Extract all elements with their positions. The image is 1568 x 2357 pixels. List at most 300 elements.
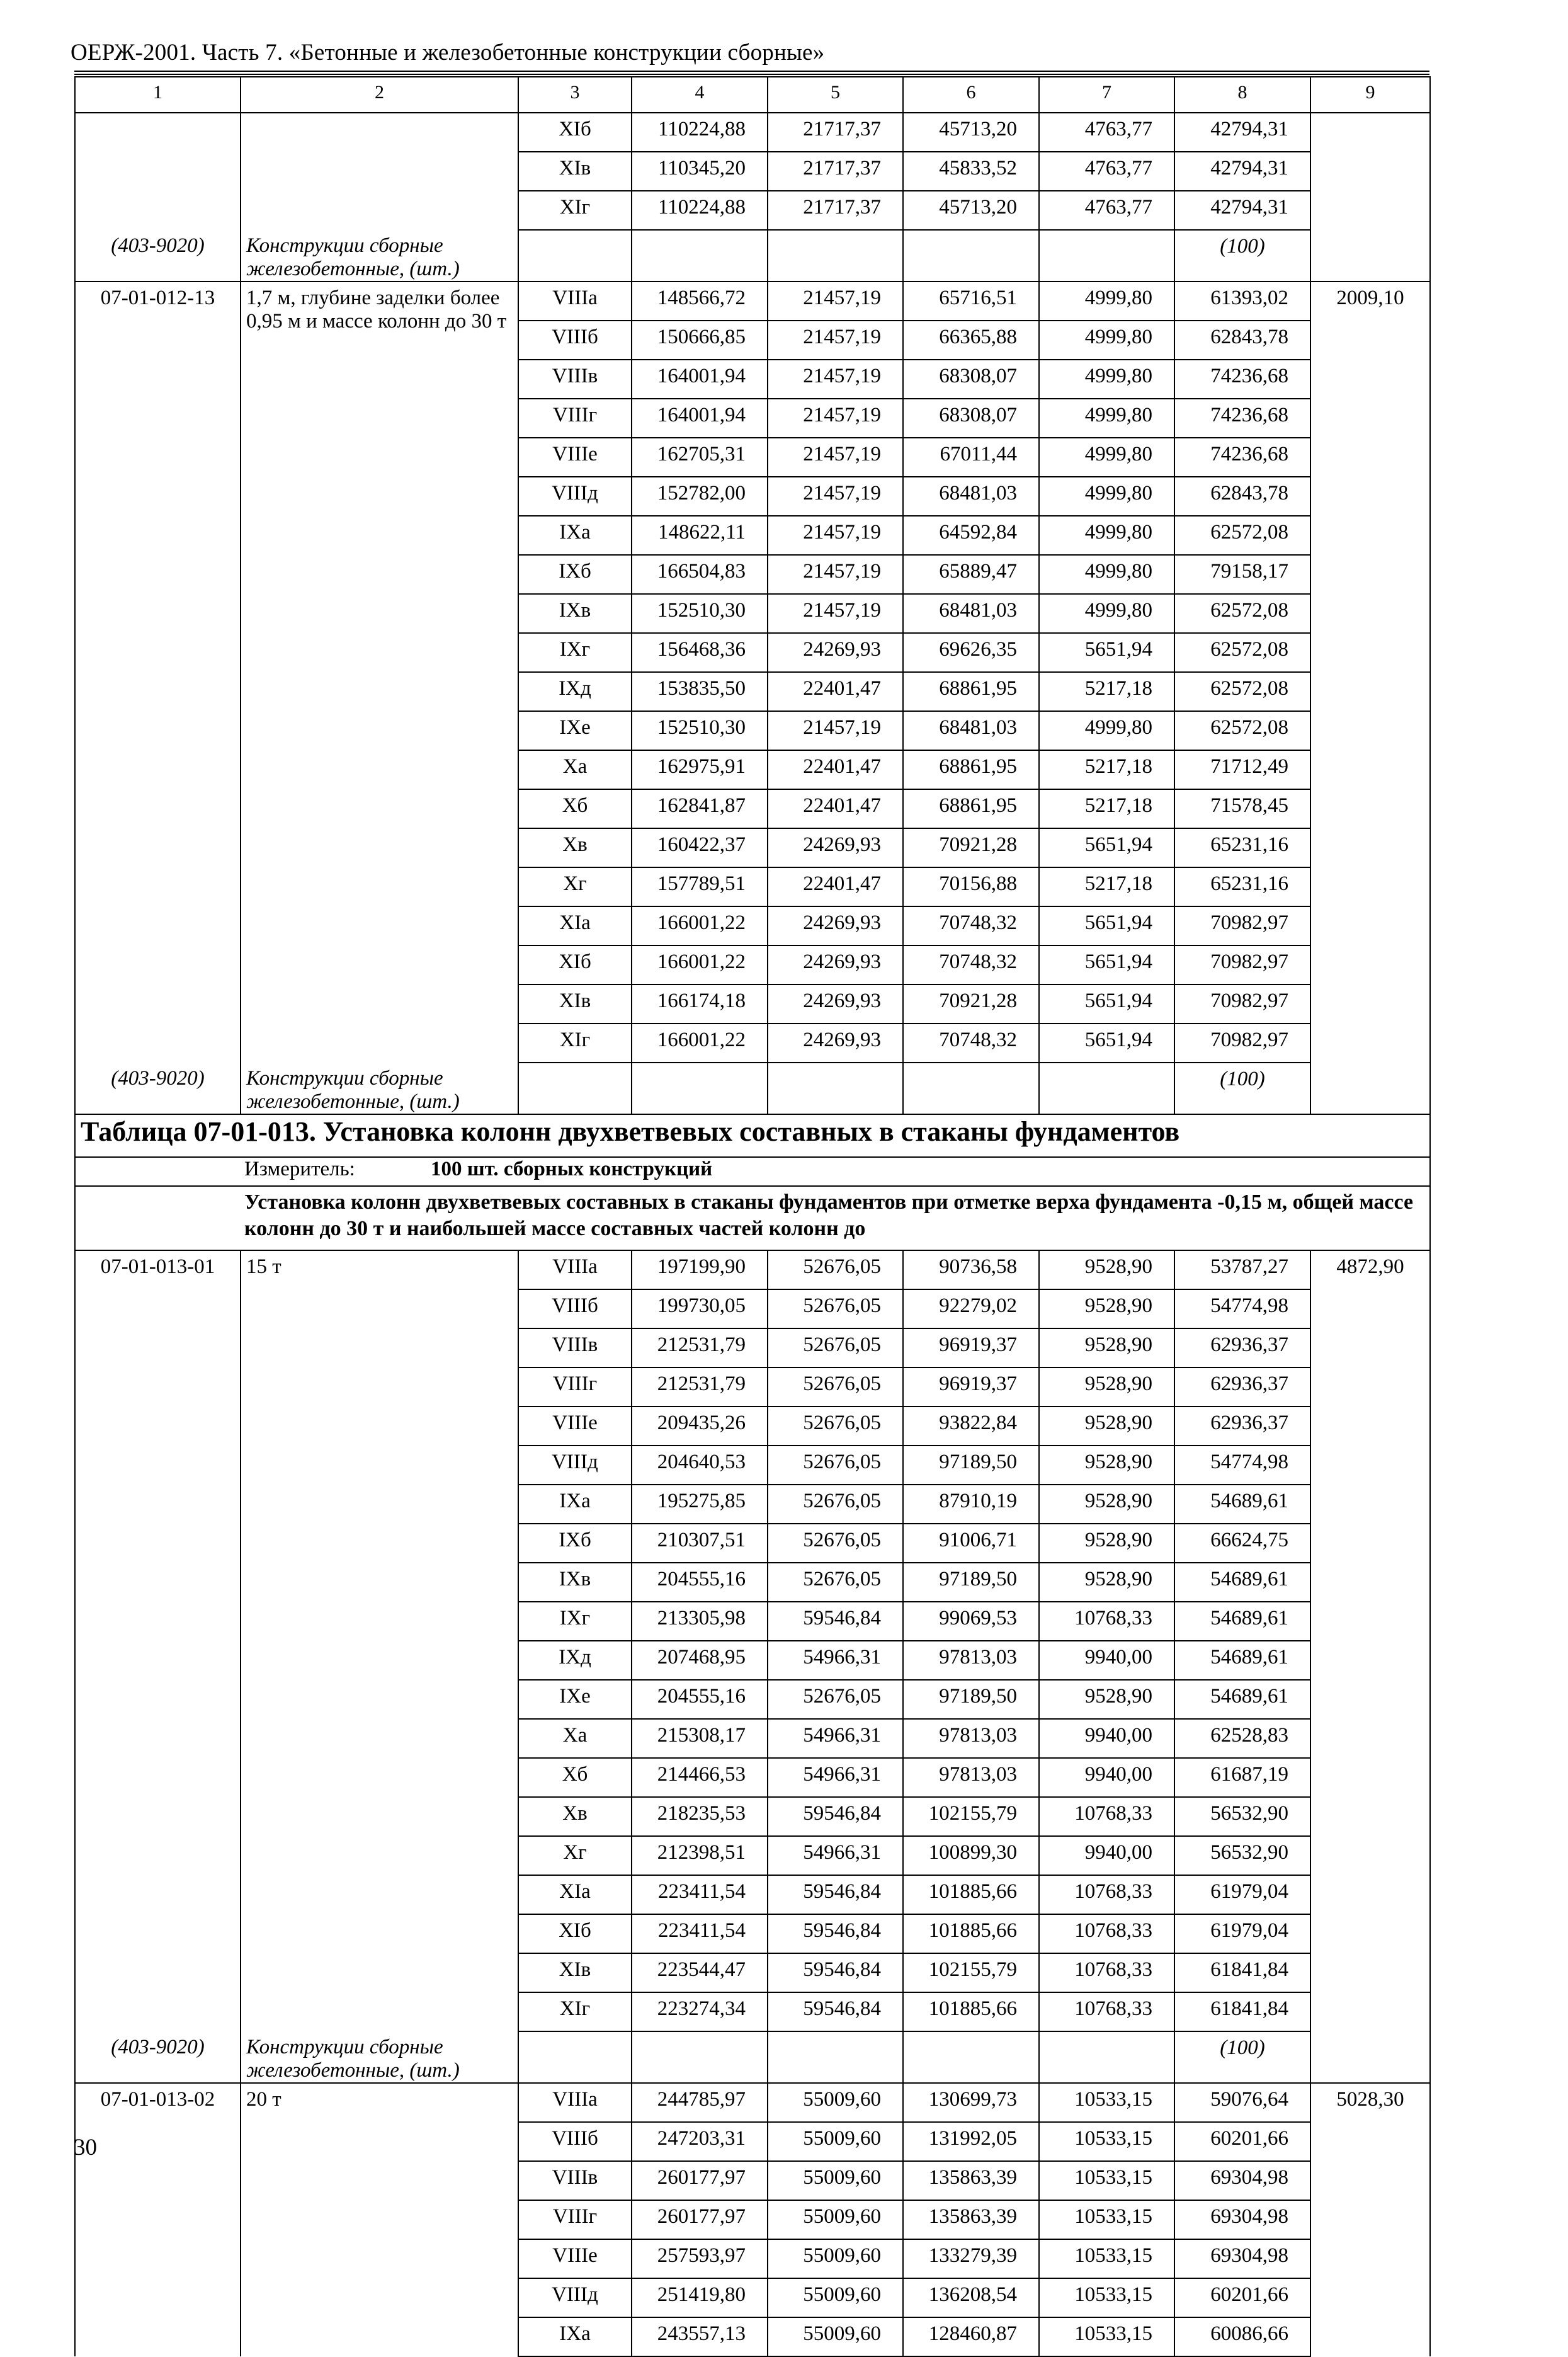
col-number: 9 <box>1310 77 1430 113</box>
price-cell: 243557,13 <box>632 2317 768 2356</box>
measure-value: 100 шт. сборных конструкций <box>431 1158 713 1180</box>
price-cell: 68308,07 <box>903 360 1039 399</box>
region-code-cell: Xг <box>518 1836 632 1875</box>
region-code-cell: VIIIг <box>518 1367 632 1407</box>
region-code-cell: IXг <box>518 633 632 672</box>
price-cell: 42794,31 <box>1174 113 1310 152</box>
price-cell: 9940,00 <box>1039 1836 1174 1875</box>
region-code-cell: VIIIд <box>518 1446 632 1485</box>
price-cell: 160422,37 <box>632 828 768 867</box>
price-cell: 153835,50 <box>632 672 768 711</box>
col-number: 7 <box>1039 77 1174 113</box>
price-cell: 64592,84 <box>903 516 1039 555</box>
price-cell: 4999,80 <box>1039 711 1174 750</box>
price-cell: 5217,18 <box>1039 672 1174 711</box>
price-cell: 102155,79 <box>903 1797 1039 1836</box>
price-cell: 55009,60 <box>768 2200 903 2239</box>
price-cell: 52676,05 <box>768 1250 903 1289</box>
price-cell: 66624,75 <box>1174 1524 1310 1563</box>
price-cell: 10768,33 <box>1039 1953 1174 1992</box>
price-cell: 54966,31 <box>768 1836 903 1875</box>
rate-col9-value: 2009,10 <box>1310 282 1430 1063</box>
empty-cell <box>903 230 1039 282</box>
region-code-cell: VIIIа <box>518 2083 632 2122</box>
col-number: 5 <box>768 77 903 113</box>
empty-cell <box>518 2031 632 2083</box>
measure-row <box>75 1157 1430 1186</box>
price-cell: 65716,51 <box>903 282 1039 321</box>
region-code-cell: XIб <box>518 945 632 984</box>
price-cell: 207468,95 <box>632 1641 768 1680</box>
price-cell: 62572,08 <box>1174 594 1310 633</box>
price-cell: 42794,31 <box>1174 152 1310 191</box>
price-cell: 4999,80 <box>1039 438 1174 477</box>
empty-cell <box>1310 230 1430 282</box>
price-cell: 61841,84 <box>1174 1992 1310 2031</box>
price-cell: 150666,85 <box>632 321 768 360</box>
price-cell: 5651,94 <box>1039 906 1174 945</box>
price-cell: 21457,19 <box>768 282 903 321</box>
measure-cell <box>75 1157 1430 1186</box>
region-code-cell: IXв <box>518 1563 632 1602</box>
region-code-cell: IXб <box>518 1524 632 1563</box>
price-cell: 10533,15 <box>1039 2200 1174 2239</box>
price-cell: 21457,19 <box>768 477 903 516</box>
region-code-cell: VIIIе <box>518 1407 632 1446</box>
price-cell: 54966,31 <box>768 1719 903 1758</box>
price-cell: 9528,90 <box>1039 1289 1174 1328</box>
region-code-cell: VIIIа <box>518 282 632 321</box>
price-cell: 10533,15 <box>1039 2122 1174 2161</box>
price-cell: 4763,77 <box>1039 152 1174 191</box>
price-cell: 148566,72 <box>632 282 768 321</box>
price-cell: 92279,02 <box>903 1289 1039 1328</box>
price-cell: 68481,03 <box>903 477 1039 516</box>
empty-cell <box>768 230 903 282</box>
price-cell: 21457,19 <box>768 438 903 477</box>
price-cell: 62572,08 <box>1174 633 1310 672</box>
price-cell: 9528,90 <box>1039 1485 1174 1524</box>
rate-col9-value <box>1310 113 1430 230</box>
rate-description <box>241 113 518 230</box>
empty-cell <box>1039 230 1174 282</box>
price-cell: 212398,51 <box>632 1836 768 1875</box>
price-cell: 65231,16 <box>1174 828 1310 867</box>
price-cell: 9528,90 <box>1039 1680 1174 1719</box>
region-code-cell: IXв <box>518 594 632 633</box>
price-cell: 204640,53 <box>632 1446 768 1485</box>
region-code-cell: VIIIв <box>518 360 632 399</box>
price-cell: 101885,66 <box>903 1914 1039 1953</box>
price-cell: 70921,28 <box>903 984 1039 1024</box>
price-cell: 59546,84 <box>768 1797 903 1836</box>
price-cell: 24269,93 <box>768 828 903 867</box>
price-cell: 24269,93 <box>768 1024 903 1063</box>
price-cell: 96919,37 <box>903 1367 1039 1407</box>
region-code-cell: VIIIв <box>518 2161 632 2200</box>
price-cell: 21457,19 <box>768 360 903 399</box>
price-cell: 68481,03 <box>903 711 1039 750</box>
empty-cell <box>1310 1063 1430 1114</box>
price-cell: 4999,80 <box>1039 399 1174 438</box>
price-cell: 69304,98 <box>1174 2200 1310 2239</box>
col-number: 3 <box>518 77 632 113</box>
price-cell: 62572,08 <box>1174 516 1310 555</box>
rate-row <box>75 1250 1430 1289</box>
price-cell: 152510,30 <box>632 711 768 750</box>
price-cell: 9528,90 <box>1039 1328 1174 1367</box>
resource-row <box>75 230 1430 282</box>
price-cell: 53787,27 <box>1174 1250 1310 1289</box>
region-code-cell: IXа <box>518 516 632 555</box>
price-cell: 69626,35 <box>903 633 1039 672</box>
price-cell: 9528,90 <box>1039 1563 1174 1602</box>
price-cell: 74236,68 <box>1174 360 1310 399</box>
price-cell: 62843,78 <box>1174 321 1310 360</box>
price-cell: 4999,80 <box>1039 516 1174 555</box>
price-cell: 70156,88 <box>903 867 1039 906</box>
resource-name: Конструкции сборные железобетонные, (шт.) <box>241 230 518 282</box>
price-cell: 10768,33 <box>1039 1914 1174 1953</box>
price-cell: 68861,95 <box>903 750 1039 789</box>
resource-name: Конструкции сборные железобетонные, (шт.) <box>241 1063 518 1114</box>
price-cell: 204555,16 <box>632 1680 768 1719</box>
price-cell: 260177,97 <box>632 2161 768 2200</box>
price-cell: 62528,83 <box>1174 1719 1310 1758</box>
price-cell: 4999,80 <box>1039 477 1174 516</box>
region-code-cell: VIIIб <box>518 1289 632 1328</box>
price-cell: 52676,05 <box>768 1446 903 1485</box>
price-cell: 131992,05 <box>903 2122 1039 2161</box>
rate-row <box>75 282 1430 321</box>
col-number: 8 <box>1174 77 1310 113</box>
price-cell: 24269,93 <box>768 906 903 945</box>
section-description-row <box>75 1186 1430 1250</box>
price-cell: 21457,19 <box>768 594 903 633</box>
price-cell: 42794,31 <box>1174 191 1310 230</box>
price-cell: 166174,18 <box>632 984 768 1024</box>
price-cell: 199730,05 <box>632 1289 768 1328</box>
price-cell: 197199,90 <box>632 1250 768 1289</box>
column-numbers-row <box>75 77 1430 113</box>
header-rule <box>74 71 1429 72</box>
price-cell: 21717,37 <box>768 152 903 191</box>
col-number: 2 <box>241 77 518 113</box>
price-cell: 223274,34 <box>632 1992 768 2031</box>
price-cell: 162975,91 <box>632 750 768 789</box>
price-cell: 69304,98 <box>1174 2161 1310 2200</box>
region-code-cell: Xг <box>518 867 632 906</box>
price-cell: 68861,95 <box>903 789 1039 828</box>
empty-cell <box>632 2031 768 2083</box>
price-cell: 60201,66 <box>1174 2122 1310 2161</box>
price-cell: 156468,36 <box>632 633 768 672</box>
region-code-cell: VIIIе <box>518 2239 632 2278</box>
price-cell: 10533,15 <box>1039 2317 1174 2356</box>
col-number: 1 <box>75 77 241 113</box>
rate-code <box>75 113 241 230</box>
price-cell: 10768,33 <box>1039 1797 1174 1836</box>
price-cell: 97813,03 <box>903 1641 1039 1680</box>
price-cell: 97813,03 <box>903 1719 1039 1758</box>
empty-cell <box>903 2031 1039 2083</box>
price-cell: 4763,77 <box>1039 113 1174 152</box>
price-cell: 166001,22 <box>632 1024 768 1063</box>
price-cell: 204555,16 <box>632 1563 768 1602</box>
price-cell: 45833,52 <box>903 152 1039 191</box>
region-code-cell: XIа <box>518 906 632 945</box>
price-cell: 79158,17 <box>1174 555 1310 594</box>
price-cell: 5651,94 <box>1039 945 1174 984</box>
region-code-cell: Xа <box>518 750 632 789</box>
price-cell: 96919,37 <box>903 1328 1039 1367</box>
price-cell: 209435,26 <box>632 1407 768 1446</box>
price-cell: 61841,84 <box>1174 1953 1310 1992</box>
price-cell: 70982,97 <box>1174 984 1310 1024</box>
price-cell: 54689,61 <box>1174 1641 1310 1680</box>
price-cell: 52676,05 <box>768 1680 903 1719</box>
price-cell: 97189,50 <box>903 1446 1039 1485</box>
price-cell: 62936,37 <box>1174 1407 1310 1446</box>
price-cell: 70982,97 <box>1174 906 1310 945</box>
rate-description: 15 т <box>241 1250 518 2031</box>
price-cell: 97189,50 <box>903 1680 1039 1719</box>
empty-cell <box>518 230 632 282</box>
resource-row <box>75 2031 1430 2083</box>
price-cell: 4999,80 <box>1039 360 1174 399</box>
price-cell: 260177,97 <box>632 2200 768 2239</box>
price-cell: 4999,80 <box>1039 594 1174 633</box>
rate-description: 20 т <box>241 2083 518 2356</box>
price-cell: 215308,17 <box>632 1719 768 1758</box>
resource-code: (403-9020) <box>75 230 241 282</box>
price-cell: 152782,00 <box>632 477 768 516</box>
price-cell: 21457,19 <box>768 516 903 555</box>
price-cell: 54689,61 <box>1174 1680 1310 1719</box>
price-cell: 223411,54 <box>632 1914 768 1953</box>
price-cell: 55009,60 <box>768 2317 903 2356</box>
price-cell: 59546,84 <box>768 1953 903 1992</box>
price-cell: 10533,15 <box>1039 2083 1174 2122</box>
price-cell: 22401,47 <box>768 867 903 906</box>
table-title-row <box>75 1114 1430 1157</box>
price-cell: 56532,90 <box>1174 1797 1310 1836</box>
price-cell: 4999,80 <box>1039 555 1174 594</box>
price-cell: 91006,71 <box>903 1524 1039 1563</box>
price-cell: 164001,94 <box>632 399 768 438</box>
empty-cell <box>518 1063 632 1114</box>
region-code-cell: VIIIе <box>518 438 632 477</box>
region-code-cell: Xв <box>518 828 632 867</box>
price-cell: 68861,95 <box>903 672 1039 711</box>
price-cell: 5651,94 <box>1039 828 1174 867</box>
price-cell: 62936,37 <box>1174 1328 1310 1367</box>
price-cell: 4999,80 <box>1039 282 1174 321</box>
price-cell: 87910,19 <box>903 1485 1039 1524</box>
price-cell: 60201,66 <box>1174 2278 1310 2317</box>
price-cell: 22401,47 <box>768 672 903 711</box>
price-cell: 5651,94 <box>1039 633 1174 672</box>
empty-cell <box>903 1063 1039 1114</box>
price-cell: 55009,60 <box>768 2239 903 2278</box>
price-cell: 210307,51 <box>632 1524 768 1563</box>
rate-col9-value: 4872,90 <box>1310 1250 1430 2031</box>
price-cell: 21457,19 <box>768 321 903 360</box>
region-code-cell: XIг <box>518 191 632 230</box>
price-cell: 68481,03 <box>903 594 1039 633</box>
price-cell: 55009,60 <box>768 2122 903 2161</box>
empty-cell <box>1039 2031 1174 2083</box>
price-cell: 74236,68 <box>1174 438 1310 477</box>
price-cell: 62572,08 <box>1174 711 1310 750</box>
rate-code: 07-01-013-01 <box>75 1250 241 2031</box>
region-code-cell: Xв <box>518 1797 632 1836</box>
price-cell: 102155,79 <box>903 1953 1039 1992</box>
price-cell: 61979,04 <box>1174 1914 1310 1953</box>
resource-qty: (100) <box>1174 1063 1310 1114</box>
region-code-cell: XIг <box>518 1024 632 1063</box>
region-code-cell: XIв <box>518 984 632 1024</box>
price-cell: 195275,85 <box>632 1485 768 1524</box>
price-cell: 54966,31 <box>768 1758 903 1797</box>
empty-cell <box>1039 1063 1174 1114</box>
region-code-cell: Xб <box>518 789 632 828</box>
price-cell: 54689,61 <box>1174 1485 1310 1524</box>
price-cell: 55009,60 <box>768 2083 903 2122</box>
rate-code: 07-01-012-13 <box>75 282 241 1063</box>
price-cell: 54774,98 <box>1174 1289 1310 1328</box>
price-cell: 100899,30 <box>903 1836 1039 1875</box>
price-cell: 66365,88 <box>903 321 1039 360</box>
price-cell: 128460,87 <box>903 2317 1039 2356</box>
price-cell: 68308,07 <box>903 399 1039 438</box>
price-cell: 60086,66 <box>1174 2317 1310 2356</box>
price-cell: 52676,05 <box>768 1524 903 1563</box>
region-code-cell: XIг <box>518 1992 632 2031</box>
table-title: Таблица 07-01-013. Установка колонн двухветвевых составных в стаканы фундаментов <box>75 1114 1430 1157</box>
price-cell: 52676,05 <box>768 1485 903 1524</box>
price-cell: 135863,39 <box>903 2161 1039 2200</box>
price-cell: 101885,66 <box>903 1992 1039 2031</box>
region-code-cell: XIв <box>518 152 632 191</box>
col-number: 4 <box>632 77 768 113</box>
price-cell: 9940,00 <box>1039 1641 1174 1680</box>
price-cell: 5651,94 <box>1039 984 1174 1024</box>
price-cell: 69304,98 <box>1174 2239 1310 2278</box>
price-cell: 70748,32 <box>903 906 1039 945</box>
region-code-cell: XIб <box>518 1914 632 1953</box>
price-cell: 55009,60 <box>768 2161 903 2200</box>
rate-row <box>75 113 1430 152</box>
price-cell: 90736,58 <box>903 1250 1039 1289</box>
resource-code: (403-9020) <box>75 2031 241 2083</box>
price-cell: 56532,90 <box>1174 1836 1310 1875</box>
price-cell: 130699,73 <box>903 2083 1039 2122</box>
price-cell: 61979,04 <box>1174 1875 1310 1914</box>
table-body <box>75 77 1430 2356</box>
price-cell: 9528,90 <box>1039 1407 1174 1446</box>
price-cell: 24269,93 <box>768 984 903 1024</box>
price-cell: 4999,80 <box>1039 321 1174 360</box>
page-header: ОЕРЖ-2001. Часть 7. «Бетонные и железобетонные конструкции сборные» <box>71 40 825 66</box>
price-cell: 67011,44 <box>903 438 1039 477</box>
price-cell: 52676,05 <box>768 1407 903 1446</box>
price-cell: 110224,88 <box>632 113 768 152</box>
region-code-cell: XIв <box>518 1953 632 1992</box>
price-cell: 24269,93 <box>768 633 903 672</box>
price-cell: 9528,90 <box>1039 1524 1174 1563</box>
price-cell: 4763,77 <box>1039 191 1174 230</box>
rate-description: 1,7 м, глубине заделки более 0,95 м и массе колонн до 30 т <box>241 282 518 1063</box>
price-cell: 71712,49 <box>1174 750 1310 789</box>
rate-row <box>75 2083 1430 2122</box>
resource-name: Конструкции сборные железобетонные, (шт.) <box>241 2031 518 2083</box>
rate-col9-value: 5028,30 <box>1310 2083 1430 2356</box>
region-code-cell: VIIIд <box>518 2278 632 2317</box>
price-cell: 213305,98 <box>632 1602 768 1641</box>
region-code-cell: IXе <box>518 711 632 750</box>
price-cell: 54689,61 <box>1174 1563 1310 1602</box>
empty-cell <box>1310 2031 1430 2083</box>
price-cell: 70982,97 <box>1174 945 1310 984</box>
price-cell: 59546,84 <box>768 1602 903 1641</box>
price-cell: 21457,19 <box>768 399 903 438</box>
price-cell: 257593,97 <box>632 2239 768 2278</box>
col-number: 6 <box>903 77 1039 113</box>
price-cell: 135863,39 <box>903 2200 1039 2239</box>
price-cell: 10533,15 <box>1039 2161 1174 2200</box>
region-code-cell: VIIIв <box>518 1328 632 1367</box>
price-table <box>74 76 1431 2357</box>
price-cell: 45713,20 <box>903 113 1039 152</box>
price-cell: 97189,50 <box>903 1563 1039 1602</box>
price-cell: 54774,98 <box>1174 1446 1310 1485</box>
price-cell: 22401,47 <box>768 750 903 789</box>
price-cell: 22401,47 <box>768 789 903 828</box>
region-code-cell: IXд <box>518 1641 632 1680</box>
empty-cell <box>632 1063 768 1114</box>
price-cell: 21717,37 <box>768 191 903 230</box>
region-code-cell: VIIIб <box>518 2122 632 2161</box>
price-cell: 157789,51 <box>632 867 768 906</box>
price-cell: 21717,37 <box>768 113 903 152</box>
resource-qty: (100) <box>1174 2031 1310 2083</box>
price-cell: 54689,61 <box>1174 1602 1310 1641</box>
price-cell: 152510,30 <box>632 594 768 633</box>
region-code-cell: IXа <box>518 1485 632 1524</box>
price-cell: 21457,19 <box>768 711 903 750</box>
price-cell: 214466,53 <box>632 1758 768 1797</box>
price-cell: 61393,02 <box>1174 282 1310 321</box>
page-number: 30 <box>74 2135 97 2160</box>
region-code-cell: XIа <box>518 1875 632 1914</box>
price-cell: 247203,31 <box>632 2122 768 2161</box>
price-cell: 71578,45 <box>1174 789 1310 828</box>
region-code-cell: Xа <box>518 1719 632 1758</box>
price-cell: 110224,88 <box>632 191 768 230</box>
price-cell: 5217,18 <box>1039 867 1174 906</box>
price-cell: 70748,32 <box>903 945 1039 984</box>
price-cell: 212531,79 <box>632 1328 768 1367</box>
price-cell: 101885,66 <box>903 1875 1039 1914</box>
price-cell: 9940,00 <box>1039 1719 1174 1758</box>
empty-cell <box>632 230 768 282</box>
price-cell: 10533,15 <box>1039 2239 1174 2278</box>
region-code-cell: IXг <box>518 1602 632 1641</box>
price-cell: 55009,60 <box>768 2278 903 2317</box>
price-cell: 162841,87 <box>632 789 768 828</box>
resource-qty: (100) <box>1174 230 1310 282</box>
